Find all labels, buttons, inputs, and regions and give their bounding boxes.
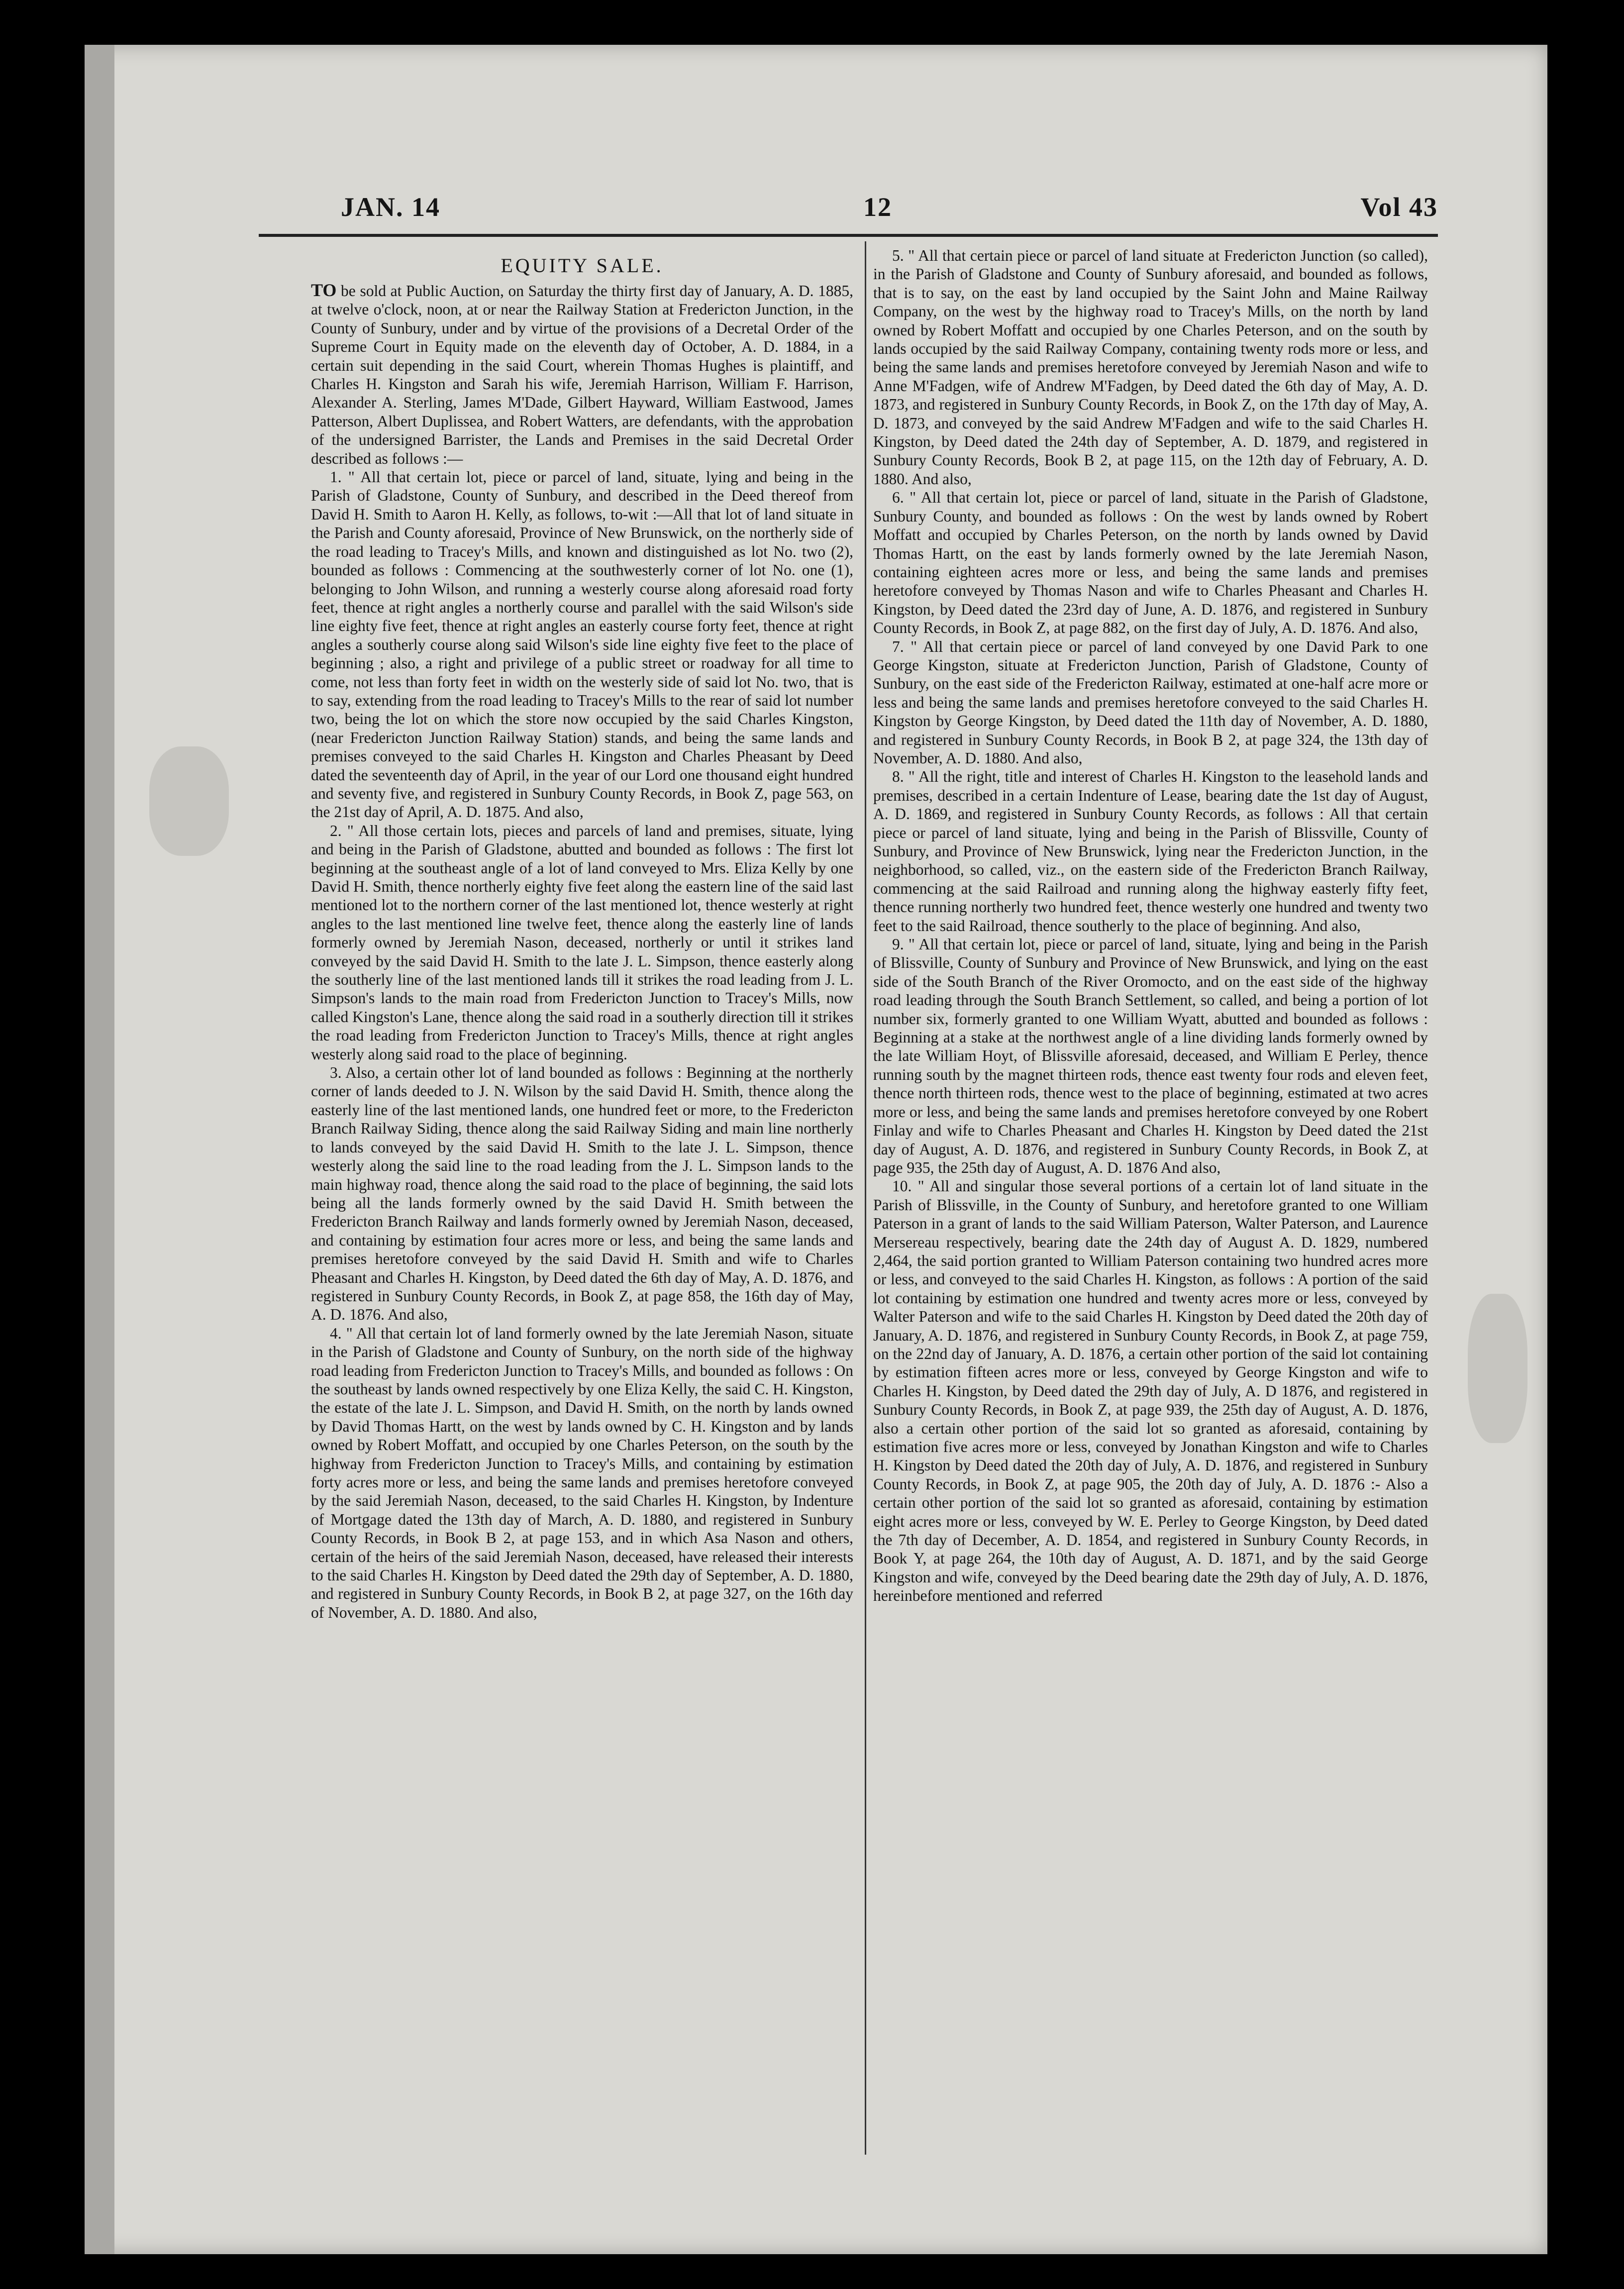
page-binding-edge xyxy=(85,45,114,2254)
left-column xyxy=(311,246,853,1622)
intro-first-word: TO xyxy=(311,280,337,300)
paper-stain xyxy=(149,746,229,856)
header-rule xyxy=(259,234,1438,237)
lot-paragraph: 6. " All that certain lot, piece or parcel of land, situate in the Parish of Gladstone, Sunbury County, and bounded as follows : On the west by lands owned by Robert Moffatt and occupied by Charles Peterson, on the north by lands owned by David Thomas Hartt, on the east by lands formerly owned by the late Jeremiah Nason, containing eighteen acres more or less, and being the same lands and premises heretofore conveyed by Thomas Nason and wife to Charles Pheasant and Charles H. Kingston, by Deed dated the 23rd day of June, A. D. 1876, and registered in Sunbury County Records, in Book Z, at page 882, on the first day of July, A. D. 1876. And also, xyxy=(873,489,1428,637)
lot-paragraph: 10. " All and singular those several portions of a certain lot of land situate in the Parish of Blissville, in the County of Sunbury, and heretofore granted to one William Paterson in a grant of lands to the said William Paterson, Walter Paterson, and Laurence Mersereau respectively, bearing date the 24th day of August A. D. 1829, numbered 2,464, the said portion granted to William Paterson containing two hundred acres more or less, and conveyed to the said Charles H. Kingston, as follows : A portion of the said lot containing by estimation one hundred and twenty acres more or less, conveyed by Walter Paterson and wife to the said Charles H. Kingston by Deed dated the 20th day of January, A. D. 1876, and registered in Sunbury County Records, in Book Z, at page 759, on the 22nd day of January, A. D. 1876, a certain other portion of the said lot containing by estimation fifteen acres more or less, conveyed by George Kingston and wife to Charles H. Kingston, by Deed dated the 29th day of July, A. D 1876, and registered in Sunbury County Records, in Book Z, at page 939, the 25th day of August, A. D. 1876, also a certain other portion of the said lot so granted as aforesaid, containing by estimation five acres more or less, conveyed by Jonathan Kingston and wife to Charles H. Kingston by Deed dated the 20th day of July, A. D. 1876, and registered in Sunbury County Records, in Book Z, at page 905, the 20th day of July, A. D. 1876 :- Also a certain other portion of the said lot so granted as aforesaid, containing by estimation eight acres more or less, conveyed by W. E. Perley to George Kingston, by Deed dated the 7th day of December, A. D. 1854, and registered in Sunbury County Records, in Book Y, at page 264, the 10th day of August, A. D. 1871, and by the said George Kingston and wife, conveyed by the Deed bearing date the 29th day of July, A. D. 1876, hereinbefore mentioned and referred xyxy=(873,1177,1428,1605)
column-divider xyxy=(865,241,866,2155)
paper-stain xyxy=(1468,1294,1527,1443)
notice-title: EQUITY SALE. xyxy=(501,254,664,277)
lot-paragraph: 2. " All those certain lots, pieces and parcels of land and premises, situate, lying and being in the Parish of Gladstone, abutted and bounded as follows : The first lot beginning at the southeast angle of a lot of land conveyed to Mrs. Eliza Kelly by one David H. Smith, thence northerly eighty five feet along the eastern line of the said last mentioned lot to the northern corner of the last mentioned lot, thence westerly at right angles to the last mentioned line twelve feet, thence along the easterly line of lands formerly owned by Jeremiah Nason, deceased, northerly or until it strikes land conveyed by the said David H. Smith to the late J. L. Simpson, thence easterly along the southerly line of the last mentioned lands till it strikes the road leading from J. L. Simpson's lands to the main road from Fredericton Junction to Tracey's Mills, now called Kingston's Lane, thence along the said road in a southerly direction till it strikes the road leading from Fredericton Junction to Tracey's Mills, thence at right angles westerly along said road to the place of beginning. xyxy=(311,822,853,1063)
right-column xyxy=(873,246,1428,1605)
lot-paragraph: 3. Also, a certain other lot of land bounded as follows : Beginning at the northerly corner of lands deeded to J. N. Wilson by the said David H. Smith, thence along the easterly line of the last mentioned lands, one hundred feet or more, to the Fredericton Branch Railway Siding, thence along the said Railway Siding and main line northerly to lands conveyed by the said David H. Smith to the late J. L. Simpson, thence westerly along the said line to the road leading from the J. L. Simpson lands to the main highway road, thence along the said road to the place of beginning, the said lots being all the lands formerly owned by the said David H. Smith between the Fredericton Branch Railway and lands formerly owned by Jeremiah Nason, deceased, and containing by estimation four acres more or less, and being the same lands and premises heretofore conveyed by the said David H. Smith and wife to Charles Pheasant and Charles H. Kingston, by Deed dated the 6th day of May, A. D. 1876, and registered in Sunbury County Records, in Book Z, at page 858, the 16th day of May, A. D. 1876. And also, xyxy=(311,1064,853,1324)
lot-paragraph: 1. " All that certain lot, piece or parcel of land, situate, lying and being in the Parish of Gladstone, County of Sunbury, and described in the Deed thereof from David H. Smith to Aaron H. Kelly, as follows, to-wit :—All that lot of land situate in the Parish and County aforesaid, Province of New Brunswick, on the northerly side of the road leading to Tracey's Mills, and known and distinguished as lot No. two (2), bounded as follows : Commencing at the southwesterly corner of lot No. one (1), belonging to John Wilson, and running a westerly course along aforesaid road forty feet, thence at right angles a northerly course and parallel with the said Wilson's side line eighty five feet, thence at right angles an easterly course forty feet, thence at right angles a southerly course along said Wilson's side line eighty five feet to the place of beginning ; also, a right and privilege of a public street or roadway for all time to come, not less than forty feet in width on the westerly side of said lot No. two, that is to say, extending from the road leading to Tracey's Mills to the rear of said lot number two, being the lot on which the store now occupied by the said Charles Kingston, (near Fredericton Junction Railway Station) stands, and being the same lands and premises conveyed to the said Charles H. Kingston and Charles Pheasant by Deed dated the seventeenth day of April, in the year of our Lord one thousand eight hundred and seventy five, and registered in Sunbury County Records, in Book Z, page 563, on the 21st day of April, A. D. 1875. And also, xyxy=(311,468,853,821)
lot-paragraph: 8. " All the right, title and interest of Charles H. Kingston to the leasehold lands and premises, described in a certain Indenture of Lease, bearing date the 1st day of August, A. D. 1869, and registered in Sunbury County Records, as follows : All that certain piece or parcel of land situate, lying and being in the Parish of Blissville, County of Sunbury, and Province of New Brunswick, lying near the Fredericton Junction, in the neighborhood, so called, viz., on the eastern side of the Fredericton Branch Railway, commencing at the said Railroad and running along the highway easterly fifty feet, thence running northerly two hundred feet, thence westerly one hundred and twenty two feet to the said Railroad, thence southerly to the place of beginning. And also, xyxy=(873,768,1428,935)
page-header xyxy=(256,187,1438,226)
lot-paragraph: 7. " All that certain piece or parcel of land conveyed by one David Park to one George Kingston, situate at Fredericton Junction, Parish of Gladstone, County of Sunbury, on the east side of the Fredericton Railway, estimated at one-half acre more or less and being the same lands and premises heretofore conveyed to the said Charles H. Kingston by George Kingston, by Deed dated the 11th day of November, A. D. 1880, and registered in Sunbury County Records, in Book B 2, at page 324, the 13th day of November, A. D. 1880. And also, xyxy=(873,637,1428,767)
intro-text: be sold at Public Auction, on Saturday the thirty first day of January, A. D. 1885, at twelve o'clock, noon, at or near the Railway Station at Fredericton Junction, in the County of Sunbury, under and by virtue of the provisions of a Decretal Order of the Supreme Court in Equity made on the eleventh day of October, A. D. 1884, in a certain suit depending in the said Court, wherein Thomas Hughes is plaintiff, and Charles H. Kingston and Sarah his wife, Jeremiah Harrison, William F. Harrison, Alexander A. Sterling, James M'Dade, Gilbert Hayward, William Eastwood, James Patterson, Albert Duplissea, and Robert Watters, are defendants, with the approbation of the undersigned Barrister, the Lands and Premises in the said Decretal Order described as follows :— xyxy=(311,282,853,467)
lot-paragraph: 4. " All that certain lot of land formerly owned by the late Jeremiah Nason, situate in the Parish of Gladstone and County of Sunbury, on the north side of the highway road leading from Fredericton Junction to Tracey's Mills, and bounded as follows : On the southeast by lands owned respectively by one Eliza Kelly, the said C. H. Kingston, the estate of the late J. L. Simpson, and David H. Smith, on the north by lands owned by David Thomas Hartt, on the west by lands owned by C. H. Kingston and by lands owned by Robert Moffatt, and occupied by one Charles Peterson, on the south by the highway from Fredericton Junction to Tracey's Mills, and containing by estimation forty acres more or less, and being the same lands and premises heretofore conveyed by the said Jeremiah Nason, deceased, to the said Charles H. Kingston, by Indenture of Mortgage dated the 13th day of March, A. D. 1880, and registered in Sunbury County Records, in Book B 2, at page 153, and in which Asa Nason and others, certain of the heirs of the said Jeremiah Nason, deceased, have released their interests to the said Charles H. Kingston by Deed dated the 29th day of September, A. D. 1880, and registered in Sunbury County Records, in Book B 2, at page 327, on the 16th day of November, A. D. 1880. And also, xyxy=(311,1324,853,1621)
volume-number: Vol 43 xyxy=(1360,192,1438,222)
page-number: 12 xyxy=(863,192,892,222)
notice-intro xyxy=(311,281,853,468)
lot-paragraph: 5. " All that certain piece or parcel of land situate at Fredericton Junction (so called), in the Parish of Gladstone and County of Sunbury aforesaid, and bounded as follows, that is to say, on the east by land occupied by the Saint John and Maine Railway Company, on the west by the highway road to Tracey's Mills, on the north by land owned by Robert Moffatt and occupied by one Charles Peterson, and on the south by lands occupied by the said Railway Company, containing twenty rods more or less, and being the same lands and premises heretofore conveyed by Jeremiah Nason and wife to Anne M'Fadgen, wife of Andrew M'Fadgen, by Deed dated the 6th day of May, A. D. 1873, and registered in Sunbury County Records, in Book Z, on the 17th day of May, A. D. 1873, and conveyed by the said Andrew M'Fadgen and wife to the said Charles H. Kingston, by Deed dated the 24th day of September, A. D. 1879, and registered in Sunbury County Records, Book B 2, at page 115, on the 12th day of February, A. D. 1880. And also, xyxy=(873,247,1428,488)
lot-paragraph: 9. " All that certain lot, piece or parcel of land, situate, lying and being in the Parish of Blissville, County of Sunbury and Province of New Brunswick, and lying on the east side of the South Branch of the River Oromocto, and on the east side of the highway road leading through the South Branch Settlement, so called, and being a portion of lot number six, formerly granted to one William Wyatt, abutted and bounded as follows : Beginning at a stake at the northwest angle of a line dividing lands formerly owned by the late William Hoyt, of Blissville aforesaid, deceased, and William E Perley, thence running south by the magnet thirteen rods, thence east twenty four rods and eleven feet, thence north thirteen rods, thence west to the place of beginning, estimated at two acres more or less, and being the same lands and premises heretofore conveyed by one Robert Finlay and wife to Charles Pheasant and Charles H. Kingston by Deed dated the 21st day of August, A. D. 1876, and registered in Sunbury County Records, in Book Z, at page 935, the 25th day of August, A. D. 1876 And also, xyxy=(873,936,1428,1176)
issue-date: JAN. 14 xyxy=(341,192,440,222)
